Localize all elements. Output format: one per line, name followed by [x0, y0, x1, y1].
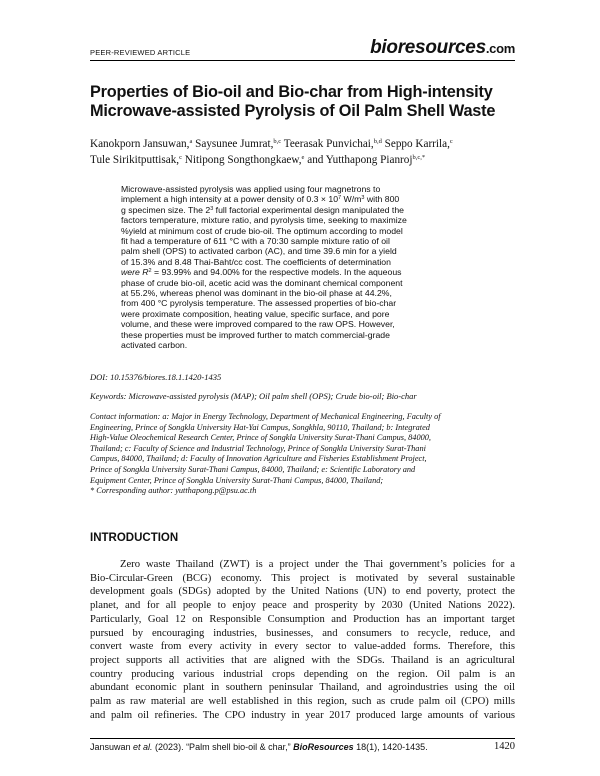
superscript: 2 — [148, 268, 152, 275]
abstract-line: fit had a temperature of 611 °C with a 70:30 sample mixture ratio of oil — [121, 236, 390, 247]
introduction-body — [90, 558, 515, 722]
abstract-text: W/m — [341, 194, 362, 205]
page-number: 1420 — [494, 741, 515, 752]
abstract-line: from 400 °C pyrolysis temperature. The assessed properties of bio-char — [121, 298, 397, 309]
abstract-line: palm shell (OPS) to activated carbon (AC), and time 39.6 min for a yield — [121, 246, 397, 257]
author-name: Saysunee Jumrat, — [192, 138, 274, 150]
author-affiliation: b,d — [373, 138, 382, 145]
author-affiliation: e — [301, 154, 305, 161]
header-label: PEER-REVIEWED ARTICLE — [90, 48, 191, 57]
abstract-line: of 15.3% and 8.48 Thai-Baht/cc cost. The coefficients of determination — [121, 256, 391, 267]
brand-suffix: .com — [485, 41, 515, 56]
body-line: palm as raw material are well established in this region, such as crude palm oil (CPO) mills — [90, 696, 515, 708]
doi-link[interactable]: DOI: 10.15376/biores.18.1.1420-1435 — [90, 372, 222, 382]
superscript: 7 — [338, 195, 342, 202]
body-line: and palm oil refineries. The CPO industry in year 2017 produced large amounts of various — [90, 709, 515, 721]
abstract-line: factors temperature, mixture ratio, and pyrolysis time, seeking to maximize — [121, 215, 407, 226]
contact-line: Prince of Songkla University Surat-Thani Campus, 84000, Thailand; e: Scientific Laboratory and — [90, 464, 416, 474]
abstract-text: implement a high intensity at a power density of 0.3 × 10 — [121, 194, 339, 205]
body-line: project supports all activities that are aligned with the SDGs. Thailand is an agricultural — [90, 654, 515, 666]
abstract-line: volume, and these were improved compared to the raw OPS. However, — [121, 319, 395, 330]
abstract-line: activated carbon. — [121, 340, 188, 351]
journal-brand — [370, 37, 515, 59]
abstract — [121, 184, 487, 351]
article-title — [90, 83, 520, 121]
footer-journal: BioResources — [293, 742, 354, 752]
author-affiliation: b,c — [273, 138, 282, 145]
author-list — [90, 136, 520, 168]
contact-line: Equipment Center, Prince of Songkla University Surat-Thani Campus, 84000, Thailand; — [90, 475, 384, 485]
author-line-1 — [90, 136, 520, 152]
abstract-line: at 55.2%, whereas phenol was dominant in the bio-oil phase at 44.2%, — [121, 288, 392, 299]
author-name: Seppo Karrila, — [381, 138, 450, 150]
superscript: 3 — [361, 195, 365, 202]
author-name: and Yutthapong Pianroj — [304, 154, 413, 166]
abstract-line — [121, 205, 487, 215]
body-line: pursued by encouraging industries, businesses, and consumers to recycle, reduce, and — [90, 627, 515, 639]
author-name: Teerasak Punvichai, — [281, 138, 374, 150]
body-line: country producing various industrial crops depending on the region. Oil palm is an — [90, 668, 515, 680]
abstract-line: these properties must be improved further to match commercial-grade — [121, 329, 390, 340]
author-name: Tule Sirikitputtisak, — [90, 154, 180, 166]
abstract-text: g specimen size. The 2 — [121, 204, 211, 215]
author-affiliation: a — [189, 138, 193, 145]
body-line: planet, and for all people to enjoy peace and prosperity by 2030 (United Nations 2022). — [90, 600, 515, 612]
abstract-line: Microwave-assisted pyrolysis was applied using four magnetrons to — [121, 184, 381, 194]
superscript: 3 — [210, 205, 214, 212]
body-line: Particularly, Goal 12 on Responsible Consumption and Production has an important target — [90, 613, 515, 625]
abstract-text: = 93.99% and 94.00% for the respective models. In the aqueous — [151, 267, 402, 278]
title-line-1: Properties of Bio-oil and Bio-char from High-intensity — [90, 83, 493, 101]
body-line: abundant economic plant in southern peninsular Thailand, and agroindustries using the oil — [90, 682, 515, 694]
abstract-line — [121, 267, 487, 277]
brand-name: bioresources — [370, 37, 486, 58]
footer-rule — [90, 738, 515, 740]
abstract-text: were R — [121, 267, 149, 278]
keywords: Keywords: Microwave-assisted pyrolysis (MAP); Oil palm shell (OPS); Crude bio-oil; Bio-char — [90, 391, 417, 401]
footer-author: Jansuwan — [90, 742, 134, 752]
abstract-text: with 800 — [364, 194, 400, 205]
author-name: Nitipong Songthongkaew, — [182, 154, 302, 166]
author-affiliation: c — [449, 138, 453, 145]
contact-line: Contact information: a: Major in Energy Technology, Department of Mechanical Engineering, Faculty of — [90, 412, 441, 421]
contact-line: High-Value Oleochemical Research Center, Prince of Songkla University Surat-Thani Campus, 84000, — [90, 433, 431, 443]
abstract-line: phase of crude bio-oil, acetic acid was the dominant chemical component — [121, 277, 403, 288]
running-header — [90, 34, 515, 61]
author-line-2 — [90, 152, 520, 168]
body-line: development goals (SDGs) adopted by the United Nations (UN) to end poverty, protect the — [90, 586, 515, 598]
abstract-line: were proximate composition, heating value, specific surface, and pore — [121, 308, 390, 319]
contact-information — [90, 412, 520, 497]
author-affiliation: c — [179, 154, 182, 161]
body-line: convert waste from every activity in every sector to value-added forms. Therefore, this — [90, 641, 515, 653]
contact-line: Engineering, Prince of Songkla University Hat-Yai Campus, Songkhla, 90110, Thailand; b: Integrated — [90, 422, 430, 432]
abstract-text: full factorial experimental design manipulated the — [213, 204, 405, 215]
footer-citation-text: (2023). “Palm shell bio-oil & char,” — [152, 742, 294, 752]
contact-line: Thailand; c: Faculty of Science and Industrial Technology, Prince of Songkla University Surat-Thani — [90, 443, 426, 453]
corresponding-author: * Corresponding author: yutthapong.p@psu.ac.th — [90, 486, 257, 496]
footer-etal: et al. — [133, 742, 153, 752]
body-line: Bio-Circular-Green (BCG) economy. This project is motivated by several sustainable — [90, 572, 515, 584]
section-heading-introduction: INTRODUCTION — [90, 532, 179, 544]
footer-volume: 18(1), 1420-1435. — [353, 742, 428, 752]
author-affiliation: b,c,* — [412, 154, 426, 161]
abstract-line — [121, 194, 487, 204]
body-line: Zero waste Thailand (ZWT) is a project under the Thai government’s policies for a — [120, 559, 515, 570]
contact-line: Campus, 84000, Thailand; d: Faculty of Innovation Agriculture and Fisheries Establishment Project, — [90, 454, 427, 464]
author-name: Kanokporn Jansuwan, — [90, 138, 190, 150]
title-line-2: Microwave-assisted Pyrolysis of Oil Palm Shell Waste — [90, 102, 496, 120]
footer-citation — [90, 742, 428, 752]
abstract-line: %yield at minimum cost of crude bio-oil. The optimum according to model — [121, 225, 403, 236]
